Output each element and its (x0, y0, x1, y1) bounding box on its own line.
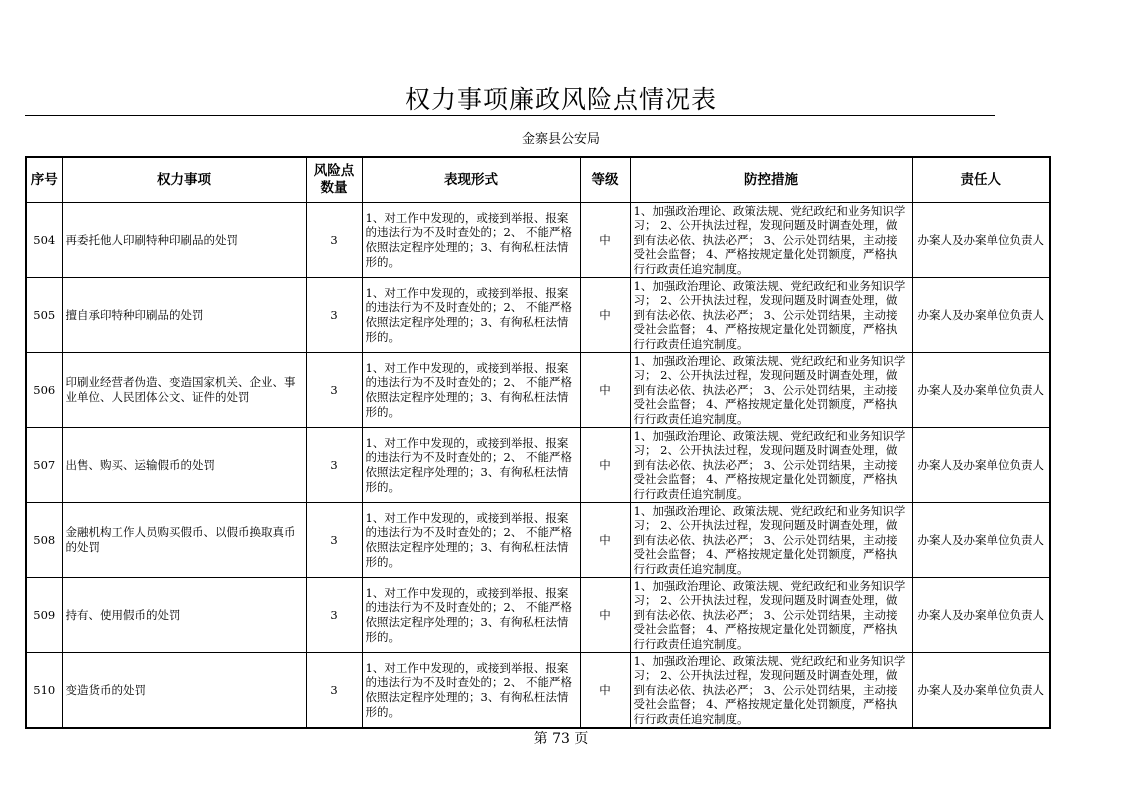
cell-measures: 1、加强政治理论、政策法规、党纪政纪和业务知识学习； 2、公开执法过程，发现问题及时调查处理，做到有法必依、执法必严； 3、公示处罚结果，主动接受社会监督； 4、严格按规定量化处罚额度，严格执行行政责任追究制度。 (630, 278, 912, 353)
cell-form: 1、对工作中发现的，或接到举报、报案的违法行为不及时查处的；2、 不能严格依照法定程序处理的；3、有徇私枉法情形的。 (362, 503, 580, 578)
cell-item: 印刷业经营者伪造、变造国家机关、企业、事业单位、人民团体公文、证件的处罚 (62, 353, 306, 428)
cell-form: 1、对工作中发现的，或接到举报、报案的违法行为不及时查处的；2、 不能严格依照法定程序处理的；3、有徇私枉法情形的。 (362, 578, 580, 653)
header-item: 权力事项 (62, 157, 306, 203)
cell-person: 办案人及办案单位负责人 (912, 278, 1050, 353)
cell-form: 1、对工作中发现的，或接到举报、报案的违法行为不及时查处的；2、 不能严格依照法定程序处理的；3、有徇私枉法情形的。 (362, 203, 580, 278)
cell-item: 出售、购买、运输假币的处罚 (62, 428, 306, 503)
page-title: 权力事项廉政风险点情况表 (404, 85, 717, 114)
cell-form: 1、对工作中发现的，或接到举报、报案的违法行为不及时查处的；2、 不能严格依照法定程序处理的；3、有徇私枉法情形的。 (362, 278, 580, 353)
cell-no: 506 (26, 353, 62, 428)
cell-form: 1、对工作中发现的，或接到举报、报案的违法行为不及时查处的；2、 不能严格依照法定程序处理的；3、有徇私枉法情形的。 (362, 353, 580, 428)
cell-person: 办案人及办案单位负责人 (912, 353, 1050, 428)
cell-level: 中 (580, 428, 630, 503)
cell-level: 中 (580, 353, 630, 428)
cell-measures: 1、加强政治理论、政策法规、党纪政纪和业务知识学习； 2、公开执法过程，发现问题及时调查处理，做到有法必依、执法必严； 3、公示处罚结果，主动接受社会监督； 4、严格按规定量化处罚额度，严格执行行政责任追究制度。 (630, 503, 912, 578)
cell-item: 变造货币的处罚 (62, 653, 306, 729)
risk-table (25, 156, 1051, 729)
header-form: 表现形式 (362, 157, 580, 203)
cell-no: 507 (26, 428, 62, 503)
cell-risk-count: 3 (306, 278, 362, 353)
cell-no: 504 (26, 203, 62, 278)
cell-person: 办案人及办案单位负责人 (912, 203, 1050, 278)
cell-measures: 1、加强政治理论、政策法规、党纪政纪和业务知识学习； 2、公开执法过程，发现问题及时调查处理，做到有法必依、执法必严； 3、公示处罚结果，主动接受社会监督； 4、严格按规定量化处罚额度，严格执行行政责任追究制度。 (630, 578, 912, 653)
header-level: 等级 (580, 157, 630, 203)
cell-person: 办案人及办案单位负责人 (912, 428, 1050, 503)
cell-risk-count: 3 (306, 503, 362, 578)
cell-level: 中 (580, 503, 630, 578)
cell-risk-count: 3 (306, 428, 362, 503)
cell-person: 办案人及办案单位负责人 (912, 578, 1050, 653)
cell-measures: 1、加强政治理论、政策法规、党纪政纪和业务知识学习； 2、公开执法过程，发现问题及时调查处理，做到有法必依、执法必严； 3、公示处罚结果，主动接受社会监督； 4、严格按规定量化处罚额度，严格执行行政责任追究制度。 (630, 203, 912, 278)
cell-measures: 1、加强政治理论、政策法规、党纪政纪和业务知识学习； 2、公开执法过程，发现问题及时调查处理，做到有法必依、执法必严； 3、公示处罚结果，主动接受社会监督； 4、严格按规定量化处罚额度，严格执行行政责任追究制度。 (630, 353, 912, 428)
department-subtitle: 金寨县公安局 (521, 132, 600, 147)
header-risk-count: 风险点数量 (306, 157, 362, 203)
cell-person: 办案人及办案单位负责人 (912, 653, 1050, 729)
title-divider (25, 115, 995, 116)
table-row (26, 653, 1050, 729)
table-row (26, 428, 1050, 503)
cell-item: 金融机构工作人员购买假币、以假币换取真币的处罚 (62, 503, 306, 578)
cell-person: 办案人及办案单位负责人 (912, 503, 1050, 578)
table-header-row (26, 157, 1050, 203)
page-number: 第 73 页 (533, 731, 589, 747)
table-row (26, 578, 1050, 653)
header-person: 责任人 (912, 157, 1050, 203)
cell-level: 中 (580, 278, 630, 353)
cell-risk-count: 3 (306, 203, 362, 278)
cell-no: 510 (26, 653, 62, 729)
cell-risk-count: 3 (306, 353, 362, 428)
cell-no: 505 (26, 278, 62, 353)
cell-measures: 1、加强政治理论、政策法规、党纪政纪和业务知识学习； 2、公开执法过程，发现问题及时调查处理，做到有法必依、执法必严； 3、公示处罚结果，主动接受社会监督； 4、严格按规定量化处罚额度，严格执行行政责任追究制度。 (630, 653, 912, 729)
cell-level: 中 (580, 653, 630, 729)
cell-risk-count: 3 (306, 653, 362, 729)
cell-item: 再委托他人印刷特种印刷品的处罚 (62, 203, 306, 278)
cell-level: 中 (580, 203, 630, 278)
table-row (26, 503, 1050, 578)
cell-form: 1、对工作中发现的，或接到举报、报案的违法行为不及时查处的；2、 不能严格依照法定程序处理的；3、有徇私枉法情形的。 (362, 428, 580, 503)
cell-item: 持有、使用假币的处罚 (62, 578, 306, 653)
cell-measures: 1、加强政治理论、政策法规、党纪政纪和业务知识学习； 2、公开执法过程，发现问题及时调查处理，做到有法必依、执法必严； 3、公示处罚结果，主动接受社会监督； 4、严格按规定量化处罚额度，严格执行行政责任追究制度。 (630, 428, 912, 503)
table-row (26, 278, 1050, 353)
table-row (26, 353, 1050, 428)
cell-no: 508 (26, 503, 62, 578)
cell-level: 中 (580, 578, 630, 653)
cell-no: 509 (26, 578, 62, 653)
cell-item: 擅自承印特种印刷品的处罚 (62, 278, 306, 353)
cell-risk-count: 3 (306, 578, 362, 653)
cell-form: 1、对工作中发现的，或接到举报、报案的违法行为不及时查处的；2、 不能严格依照法定程序处理的；3、有徇私枉法情形的。 (362, 653, 580, 729)
header-no: 序号 (26, 157, 62, 203)
header-measures: 防控措施 (630, 157, 912, 203)
table-row (26, 203, 1050, 278)
